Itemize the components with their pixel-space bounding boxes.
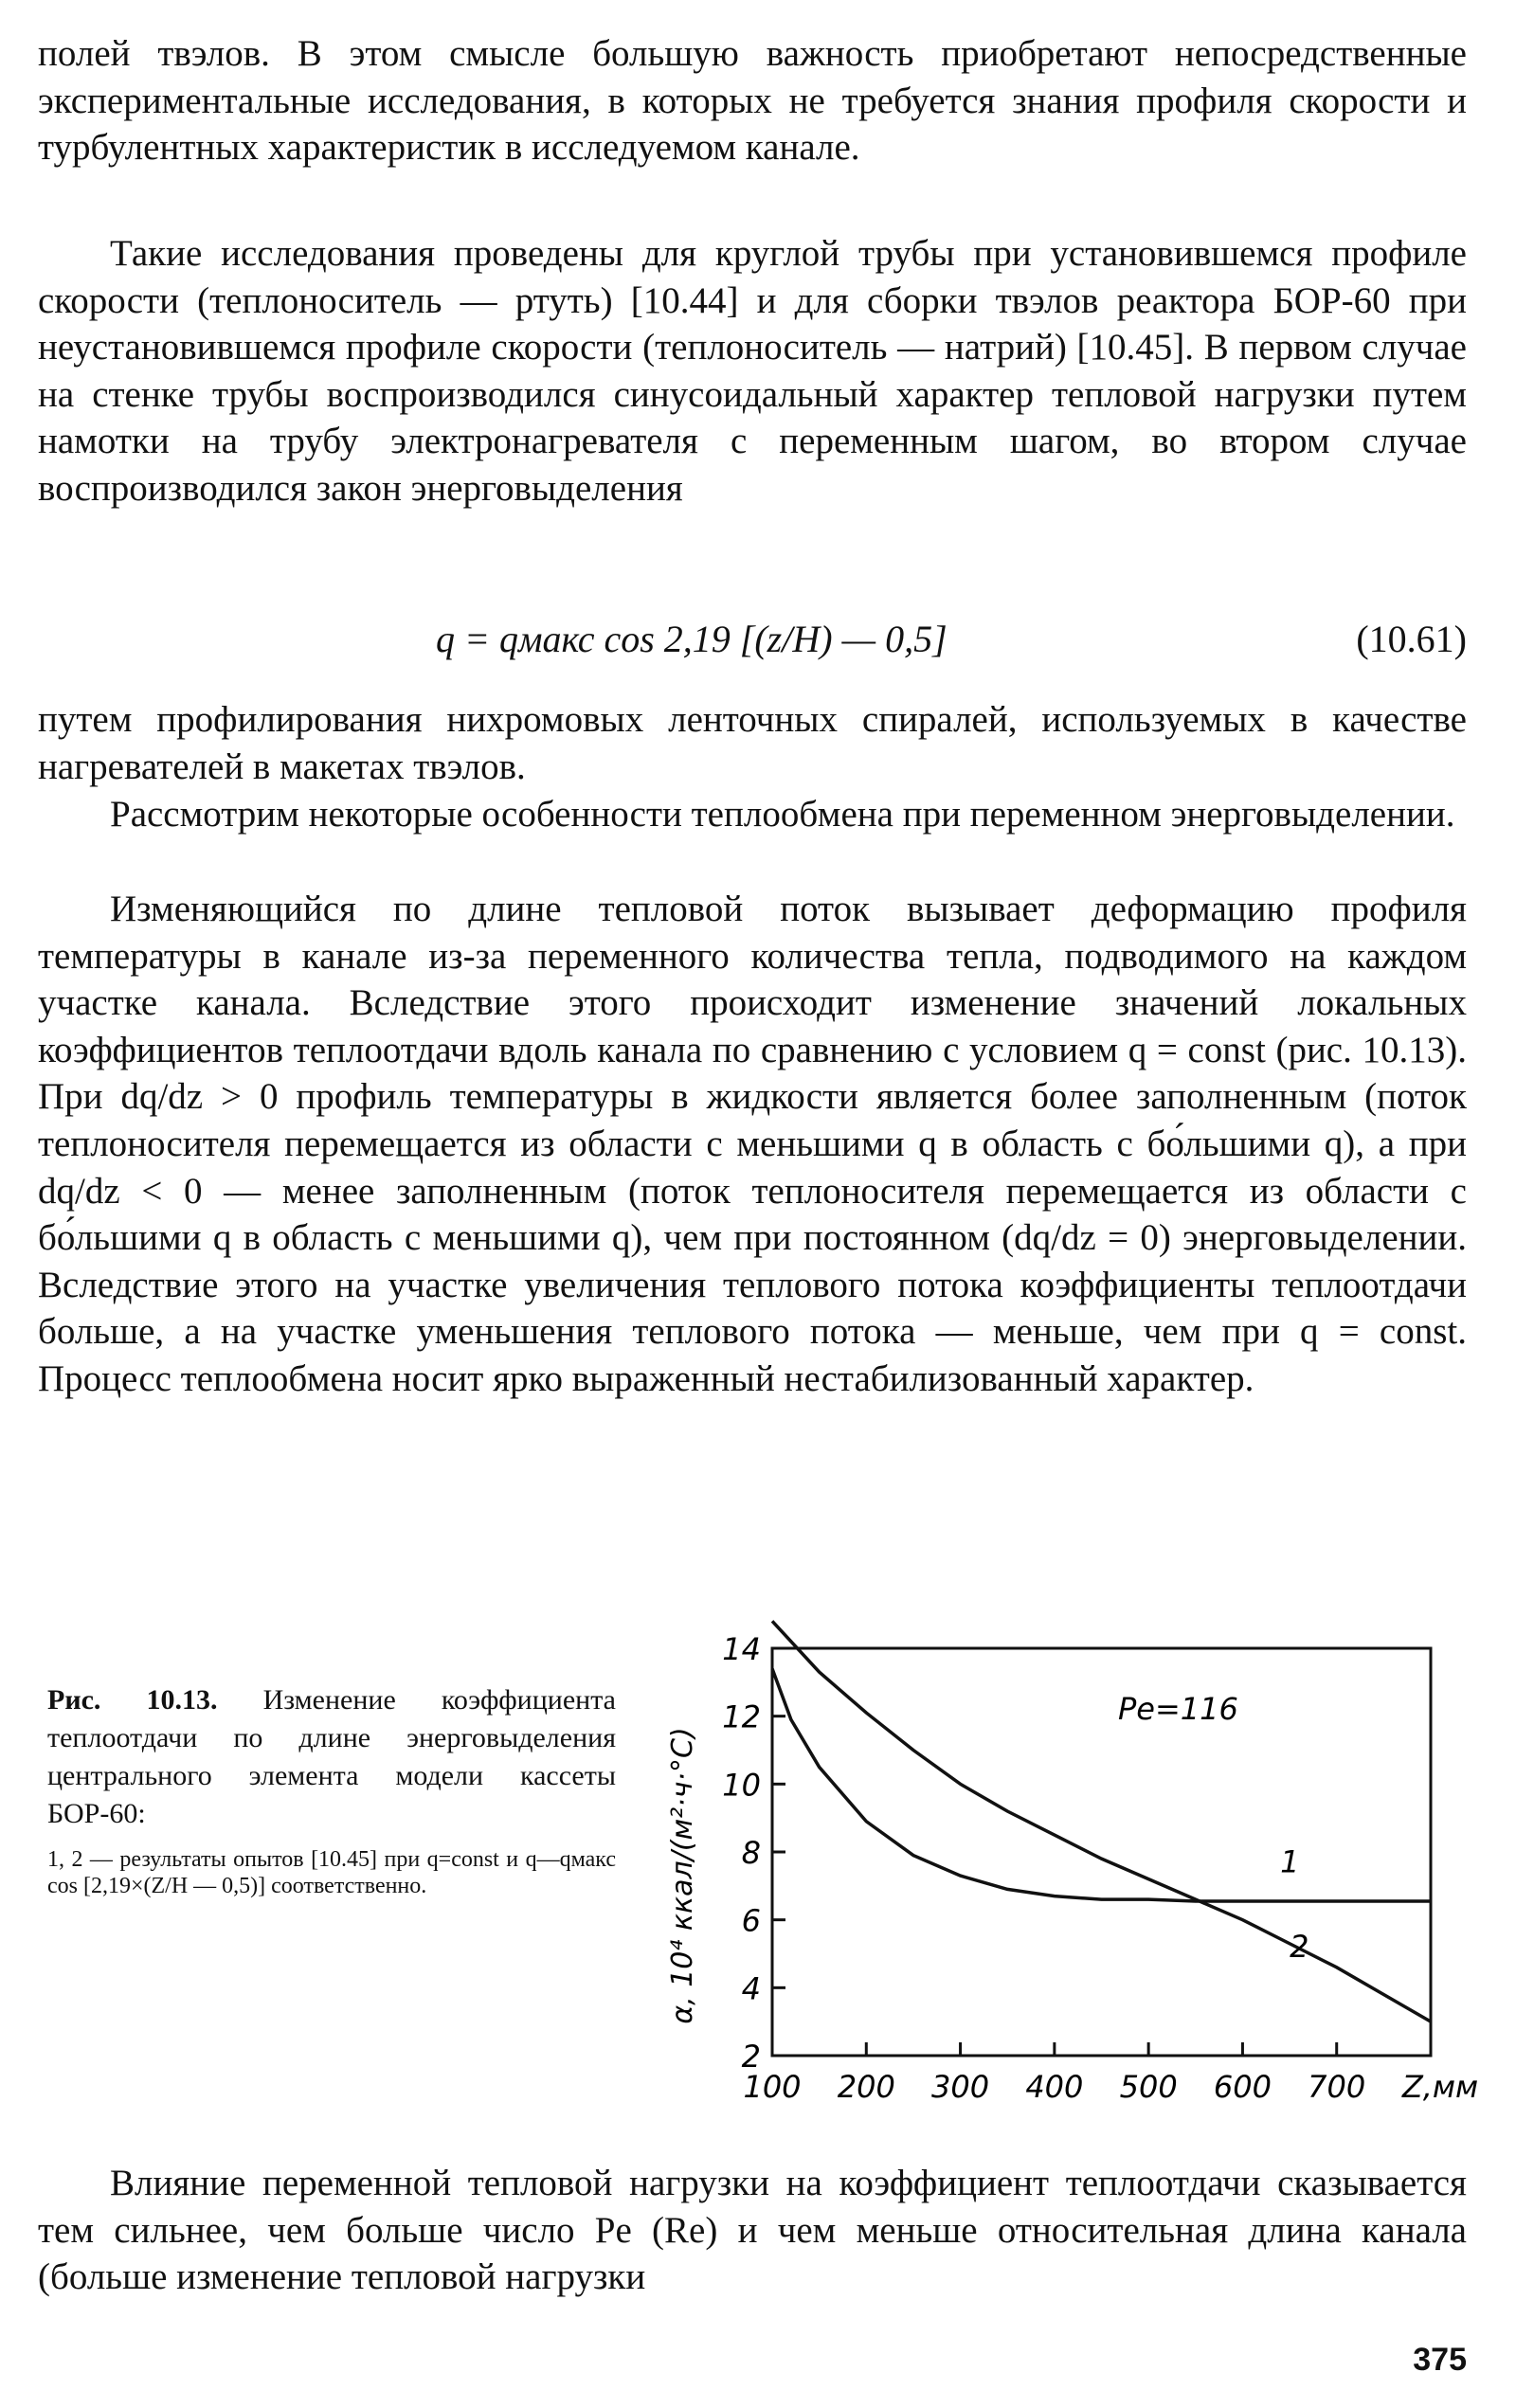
paragraph-3: путем профилирования нихромовых ленточных спиралей, используемых в качестве нагревателей в макетах твэлов. [38,699,1467,787]
paragraph-2: Такие исследования проведены для круглой трубы при установившемся профиле скорости (теплоноситель — ртуть) [10.44] и для сборки твэлов реактора БОР-60 при неустановившемся профиле скорости (теплоноситель — натрий) [10.45]. В первом случае на стенке трубы воспроизводился синусоидальный характер тепловой нагрузки путем намотки на трубу электронагревателя с переменным шагом, во втором случае воспроизводился закон энерговыделения [38,233,1467,509]
formula-expression: q = qмакс cos 2,19 [(z/H) — 0,5] [436,618,948,660]
paragraph-1: полей твэлов. В этом смысле большую важность приобретают непосредственные экспериментальные исследования, в которых не требуется знания профиля скорости и турбулентных характеристик в исследуемом канале. [38,33,1467,169]
figure-caption-text: Изменение коэффициента теплоотдачи по длине энерговыделения центрального элемента модели кассеты БОР-60: [47,1684,616,1829]
formula-number: (10.61) [1356,618,1467,660]
y-axis-label: α, 10⁴ ккал/(м²·ч·°C) [666,1727,699,2024]
figure-label: Рис. 10.13. [47,1684,218,1716]
y-tick-label-14: 14 [722,1631,761,1667]
x-tick-label-7: Z,мм [1401,2069,1479,2105]
series-label-1: 1 [1280,1843,1300,1880]
x-tick-label-1: 200 [837,2069,895,2105]
y-tick-label-10: 10 [722,1767,761,1804]
figure-legend: 1, 2 — результаты опытов [10.45] при q=const и q—qмакс cos [2,19×(Z/H — 0,5)] соответственно. [47,1847,616,1898]
x-tick-label-6: 700 [1308,2069,1366,2105]
paragraph-6: Влияние переменной тепловой нагрузки на коэффициент теплоотдачи сказывается тем сильнее, чем больше число Pe (Re) и чем меньше относительная длина канала (больше изменение тепловой нагрузки [38,2163,1467,2298]
x-tick-label-2: 300 [931,2069,990,2105]
plot-frame [772,1648,1431,2056]
series-line-1 [772,1669,1431,1901]
y-tick-label-4: 4 [741,1970,761,2007]
x-tick-label-5: 600 [1213,2069,1272,2105]
formula-10-61 [38,611,1467,668]
pe-annotation: Pe=116 [1118,1691,1238,1727]
y-tick-label-8: 8 [741,1835,761,1871]
x-tick-label-4: 500 [1119,2069,1178,2105]
y-tick-label-12: 12 [722,1698,761,1735]
x-tick-label-0: 100 [743,2069,802,2105]
y-tick-label-6: 6 [741,1902,761,1939]
series-label-2: 2 [1290,1929,1309,1966]
series-line-2 [772,1621,1431,2022]
alpha-vs-z-chart [654,1629,1479,2122]
page-number: 375 [1413,2342,1467,2378]
paragraph-4: Рассмотрим некоторые особенности теплообмена при переменном энерговыделении. [110,794,1455,835]
figure-caption [47,1681,616,1899]
paragraph-5: Изменяющийся по длине тепловой поток вызывает деформацию профиля температуры в канале из-за переменного количества тепла, подводимого на каждом участке канала. Вследствие этого происходит изменение значений локальных коэффициентов теплоотдачи вдоль канала по сравнению с условием q = const (рис. 10.13). При dq/dz > 0 профиль температуры в жидкости является более заполненным (поток теплоносителя перемещается из области с меньшими q в область с бо́льшими q), а при dq/dz < 0 — менее заполненным (поток теплоносителя перемещается из области с бо́льшими q в область с меньшими q), чем при постоянном (dq/dz = 0) энерговыделении. Вследствие этого на участке увеличения теплового потока коэффициенты теплоотдачи больше, а на участке уменьшения теплового потока — меньше, чем при q = const. Процесс теплообмена носит ярко выраженный нестабилизованный характер. [38,889,1467,1399]
x-tick-label-3: 400 [1025,2069,1084,2105]
y-tick-label-2: 2 [741,2039,761,2075]
